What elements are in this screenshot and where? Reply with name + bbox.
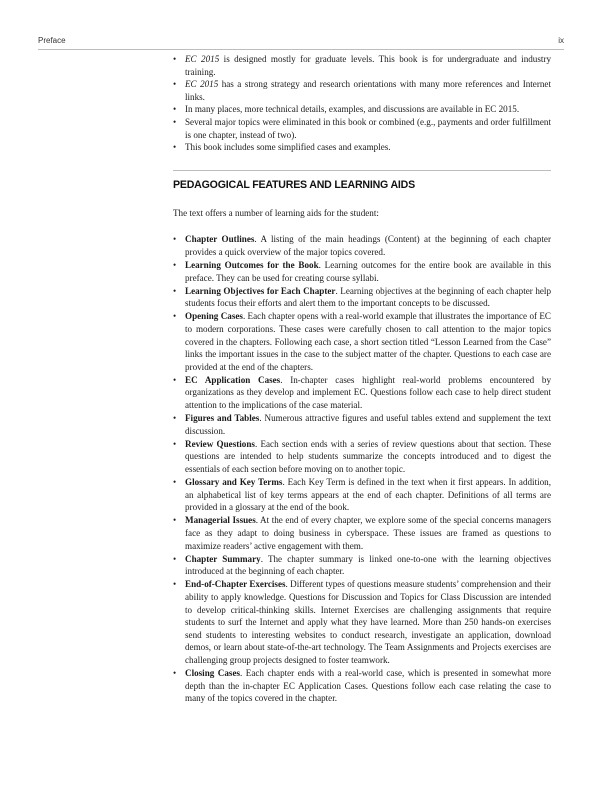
list-item: • EC Application Cases. In-chapter cases highlight real-world problems encountered by organizations as they develop and implement EC. Questions follow each case to help direct student attention to the implications of the case material. [173,374,551,412]
list-item: • Chapter Outlines. A listing of the main headings (Content) at the beginning of each chapter provides a quick overview of the major topics covered. [173,233,551,258]
feature-term: EC Application Cases [185,374,281,385]
list-item: • In many places, more technical details, examples, and discussions are available in EC 2015. [173,103,551,116]
page-number: ix [558,36,564,45]
book-title: EC 2015 [185,54,220,64]
feature-term: Figures and Tables [185,413,260,424]
learning-aids-list [173,233,551,704]
list-item: • This book includes some simplified cases and examples. [173,141,551,154]
section-divider [173,170,551,171]
feature-term: Opening Cases [185,311,243,322]
feature-term: Chapter Outlines [185,234,255,245]
feature-term: Learning Outcomes for the Book [185,260,319,271]
comparison-list [173,53,551,154]
list-item: • Glossary and Key Terms. Each Key Term is defined in the text when it first appears. In addition, an alphabetical list of key terms appears at the end of each chapter. Definitions of all terms are provided in a glossary at the end of the book. [173,476,551,514]
feature-term: Learning Objectives for Each Chapter [185,285,336,296]
list-item: • Learning Objectives for Each Chapter. Learning objectives at the beginning of each chapter help students focus their efforts and alert them to the important concepts to be discussed. [173,285,551,310]
list-item: • EC 2015 is designed mostly for graduate levels. This book is for undergraduate and industry training. [173,53,551,78]
running-header [38,33,564,50]
feature-term: Chapter Summary [185,553,261,564]
book-title: EC 2015 [185,79,219,90]
header-section-title: Preface [38,36,66,45]
feature-term: Closing Cases [185,668,241,679]
section-heading: PEDAGOGICAL FEATURES AND LEARNING AIDS [173,178,415,191]
feature-term: End-of-Chapter Exercises [185,579,286,590]
section-intro: The text offers a number of learning aids for the student: [173,207,379,218]
list-item: • Chapter Summary. The chapter summary is linked one-to-one with the learning objectives introduced at the beginning of each chapter. [173,553,551,578]
feature-term: Glossary and Key Terms [185,477,283,488]
feature-term: Managerial Issues [185,515,256,526]
list-item: • Figures and Tables. Numerous attractive figures and useful tables extend and supplement the text discussion. [173,412,551,437]
list-item: • Closing Cases. Each chapter ends with a real-world case, which is presented in somewhat more depth than the in-chapter EC Application Cases. Questions follow each case relating the case to many of the topics covered in the chapter. [173,667,551,705]
list-item: • Review Questions. Each section ends with a series of review questions about that section. These questions are intended to help students summarize the concepts introduced and to digest the essentials of each section before moving on to another topic. [173,438,551,476]
list-item: • EC 2015 has a strong strategy and research orientations with many more references and Internet links. [173,78,551,103]
list-item: • Several major topics were eliminated in this book or combined (e.g., payments and order fulfillment is one chapter, instead of two). [173,116,551,141]
page-body [173,53,551,705]
list-item: • Opening Cases. Each chapter opens with a real-world example that illustrates the importance of EC to modern corporations. These cases were carefully chosen to call attention to the major topics covered in the chapters. Following each case, a short section titled “Lesson Learned from the Case” links the important issues in the case to the subject matter of the chapter. Questions to each case are provided at the end of the chapters. [173,310,551,373]
feature-term: Review Questions [185,438,255,449]
list-item: • Learning Outcomes for the Book. Learning outcomes for the entire book are available in this preface. They can be used for creating course syllabi. [173,259,551,284]
list-item: • Managerial Issues. At the end of every chapter, we explore some of the special concerns managers face as they adapt to doing business in cyberspace. These issues are framed as questions to maximize readers’ active engagement with them. [173,514,551,552]
list-item: • End-of-Chapter Exercises. Different types of questions measure students’ comprehension and their ability to apply knowledge. Questions for Discussion and Topics for Class Discussion are intended to develop critical-thinking skills. Internet Exercises are challenging assignments that require students to surf the Internet and apply what they have learned. More than 250 hands-on exercises send students to interesting websites to conduct research, investigate an application, download demos, or learn about state-of-the-art technology. The Team Assignments and Projects exercises are challenging group projects designed to foster teamwork. [173,578,551,666]
